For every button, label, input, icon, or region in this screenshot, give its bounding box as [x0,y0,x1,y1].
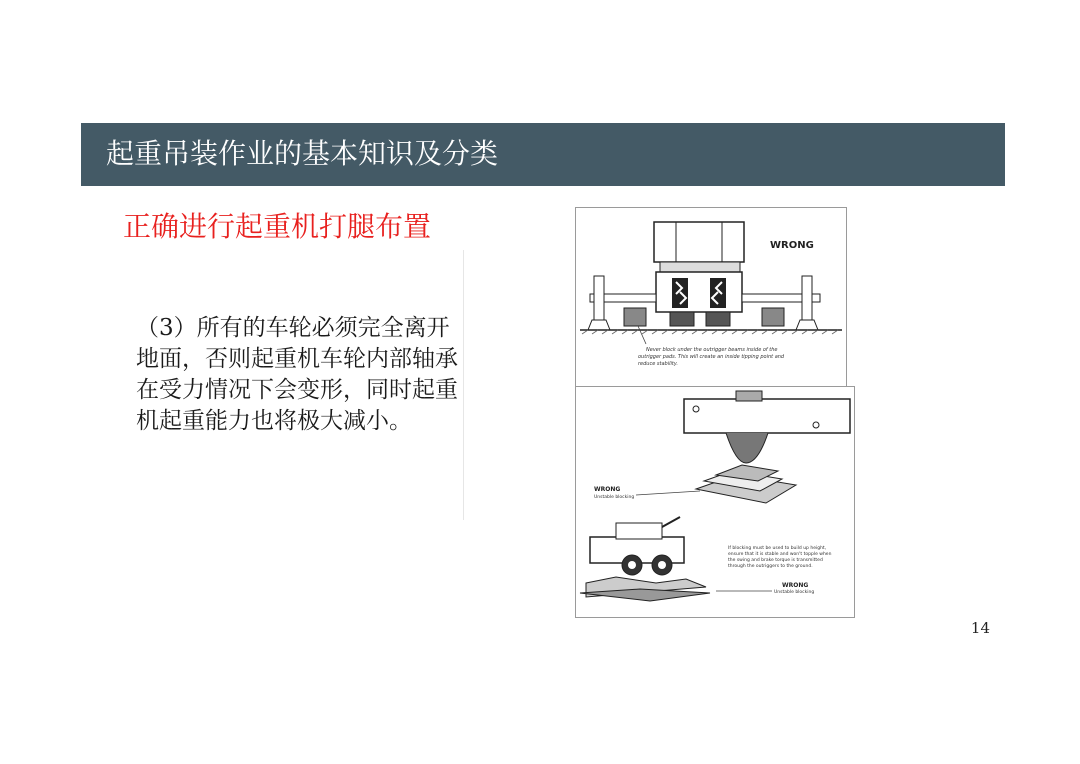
illustration-panel-top [575,207,847,389]
wrong-label-mid: WRONG [594,486,621,493]
section-subtitle: 正确进行起重机打腿布置 [123,210,432,243]
slide-title: 起重吊装作业的基本知识及分类 [106,137,499,170]
illustration-panel-bottom [575,386,855,618]
divider-line [463,250,464,520]
title-bar [81,123,1005,186]
wrong-label-top: WRONG [770,240,814,251]
bottom-note-line-3: the swing and brake torque is transmitted [728,558,823,563]
crane-outrigger-drawing [576,208,846,388]
body-paragraph: （3）所有的车轮必须完全离开地面，否则起重机车轮内部轴承在受力情况下会变形，同时起重机起重能力也将极大减小。 [136,315,458,434]
blocking-drawing [576,387,854,617]
top-caption-line-2: outrigger pads. This will create an inside tipping point and [638,354,785,360]
page-number: 14 [970,619,990,637]
top-caption-line-3: reduce stability. [638,361,678,367]
bottom-note-line-2: ensure that it is stable and won't topple when [728,552,832,557]
wrong-label-bottom: WRONG [782,582,809,589]
bottom-note-line-4: through the outriggers to the ground. [728,564,813,569]
bottom-note-line-1: If blocking must be used to build up height, [728,546,827,551]
top-caption-line-1: Never block under the outrigger beams inside of the [646,347,778,353]
bottom-caption: Unstable blocking [774,590,815,595]
mid-caption: Unstable blocking [594,495,635,500]
